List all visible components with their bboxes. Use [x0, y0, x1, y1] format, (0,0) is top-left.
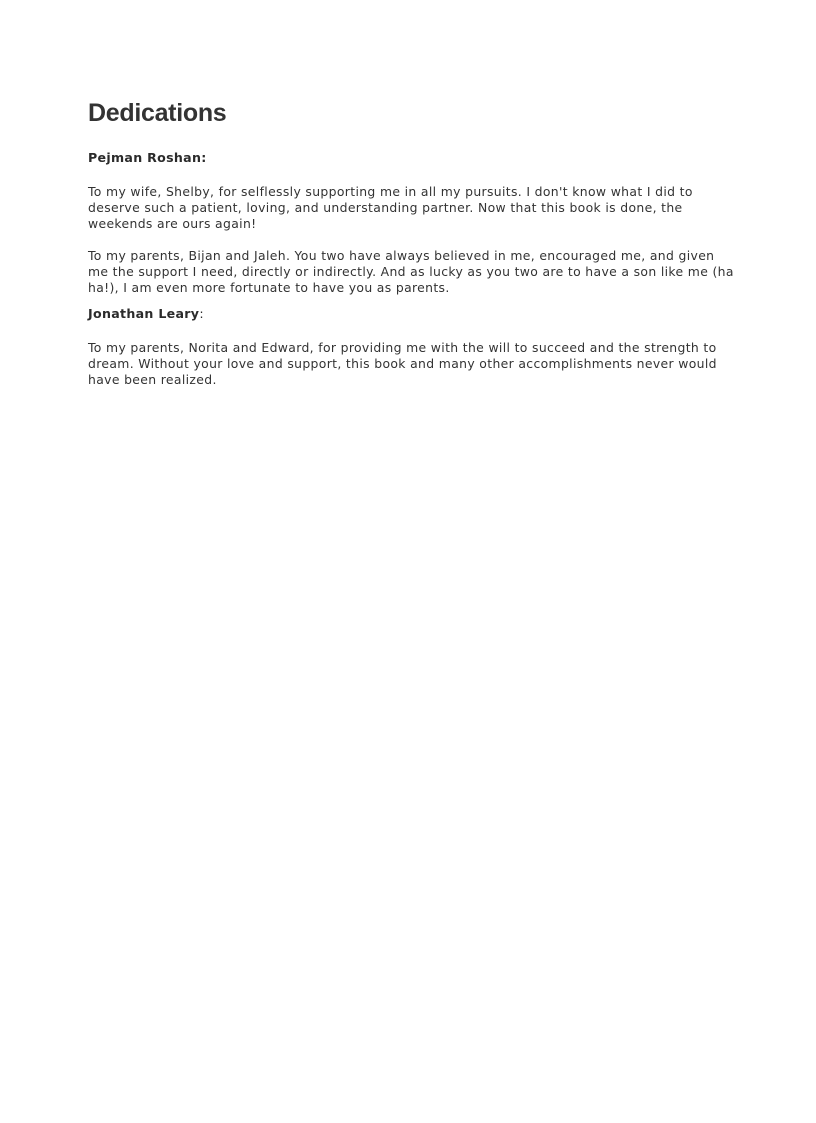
document-page — [88, 96, 736, 388]
author-heading-jonathan-leary — [88, 306, 736, 322]
author-colon: : — [199, 306, 204, 321]
dedication-paragraph: To my wife, Shelby, for selflessly supporting me in all my pursuits. I don't know what I did to deserve such a patient, loving, and understanding partner. Now that this book is done, the weekends are ours again! — [88, 184, 693, 231]
page-title: Dedications — [88, 99, 227, 127]
dedication-paragraph: To my parents, Norita and Edward, for providing me with the will to succeed and the strength to dream. Without your love and support, this book and many other accomplishments never would have been realized. — [88, 340, 717, 387]
dedication-paragraph: To my parents, Bijan and Jaleh. You two have always believed in me, encouraged me, and given me the support I need, directly or indirectly. And as lucky as you two are to have a son like me (ha ha!), I am even more fortunate to have you as parents. — [88, 248, 734, 295]
author-name: Jonathan Leary — [88, 306, 200, 321]
author-heading-pejman-roshan: Pejman Roshan: — [88, 150, 207, 165]
